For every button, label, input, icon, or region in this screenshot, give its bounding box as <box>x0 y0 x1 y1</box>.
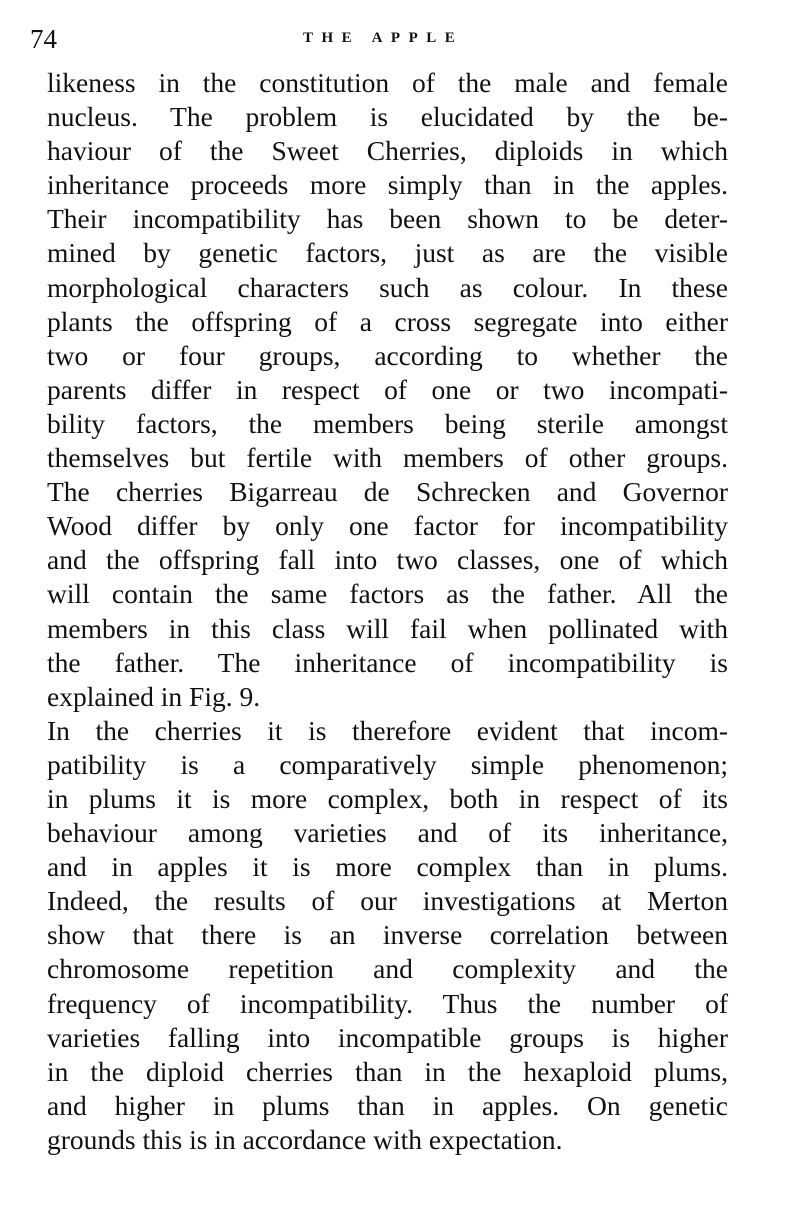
text-line: members in this class will fail when pollinated with <box>47 612 728 644</box>
text-line: will contain the same factors as the father. All the <box>47 578 728 610</box>
text-line: and the offspring fall into two classes, one of which <box>47 544 728 576</box>
text-line: nucleus. The problem is elucidated by the be- <box>47 101 728 133</box>
text-line: show that there is an inverse correlation between <box>47 919 728 951</box>
text-line: and in apples it is more complex than in plums. <box>47 851 728 883</box>
text-line: themselves but fertile with members of other groups. <box>47 442 728 474</box>
text-line: plants the offspring of a cross segregate into either <box>47 305 728 337</box>
text-line: Indeed, the results of our investigations at Merton <box>47 885 728 917</box>
paragraph <box>47 714 728 1157</box>
text-line: Their incompatibility has been shown to be deter- <box>47 203 728 235</box>
text-line: mined by genetic factors, just as are the visible <box>47 237 728 269</box>
text-line: likeness in the constitution of the male and female <box>47 67 728 98</box>
text-line: explained in Fig. 9. <box>47 680 261 712</box>
text-line: inheritance proceeds more simply than in the apples. <box>47 169 728 201</box>
text-line: chromosome repetition and complexity and the <box>47 953 728 985</box>
text-line: in plums it is more complex, both in respect of its <box>47 782 728 814</box>
text-line: parents differ in respect of one or two incompati- <box>47 373 728 405</box>
page-number: 74 <box>30 24 57 54</box>
text-line: in the diploid cherries than in the hexaploid plums, <box>47 1055 728 1087</box>
text-line: haviour of the Sweet Cherries, diploids in which <box>47 135 728 167</box>
text-line: frequency of incompatibility. Thus the number of <box>47 987 728 1019</box>
text-line: two or four groups, according to whether the <box>47 339 728 371</box>
text-line: varieties falling into incompatible groups is higher <box>47 1021 728 1053</box>
text-line: Wood differ by only one factor for incompatibility <box>47 510 728 542</box>
text-line: bility factors, the members being sterile amongst <box>47 407 728 439</box>
running-title: THE APPLE <box>303 30 464 46</box>
text-line: patibility is a comparatively simple phenomenon; <box>47 748 728 780</box>
text-line: In the cherries it is therefore evident that incom- <box>47 714 728 746</box>
body-text <box>47 66 728 1157</box>
text-line: The cherries Bigarreau de Schrecken and Governor <box>47 476 728 508</box>
text-line: grounds this is in accordance with expectation. <box>47 1123 563 1155</box>
paragraph <box>47 66 728 714</box>
text-line: behaviour among varieties and of its inheritance, <box>47 817 728 849</box>
text-line: the father. The inheritance of incompatibility is <box>47 646 728 678</box>
text-line: and higher in plums than in apples. On genetic <box>47 1089 728 1121</box>
text-line: morphological characters such as colour. In these <box>47 271 728 303</box>
